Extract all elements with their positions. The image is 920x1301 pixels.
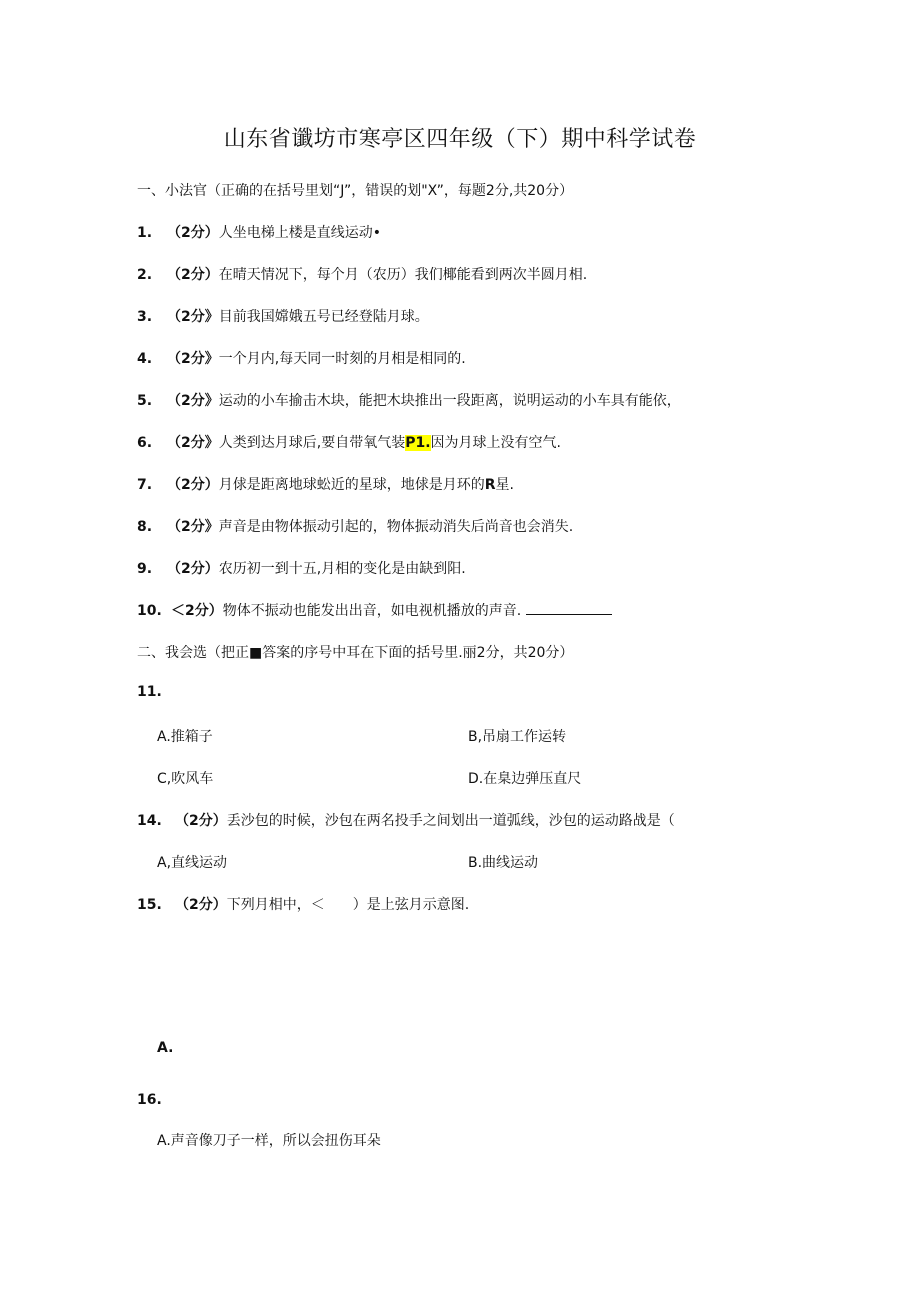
question-points: （2分） xyxy=(167,267,219,283)
question-text: 丢沙包的时候，沙包在两名投手之间划出一道弧线，沙包的运动路战是（ xyxy=(226,813,675,829)
question-number: 7. xyxy=(137,477,153,493)
question-text: 在晴天情况下，每个月（农历）我们椰能看到两次半圆月相. xyxy=(218,267,588,283)
question-14 xyxy=(137,810,675,830)
question-5 xyxy=(137,390,681,410)
option-a: A.声音像刀子一样，所以会扭伤耳朵 xyxy=(157,1133,381,1149)
option-a: A. xyxy=(157,1040,174,1056)
question-text: 农历初一到十五,月相的变化是由缺到阳. xyxy=(218,561,466,577)
question-points: （2分） xyxy=(167,561,219,577)
question-3 xyxy=(137,306,429,326)
question-points: （2分） xyxy=(167,477,219,493)
highlighted-text: P1. xyxy=(405,435,431,451)
question-points: （2分） xyxy=(175,813,227,829)
option-d: D.在臬边弹压直尺 xyxy=(468,771,582,787)
question-11 xyxy=(137,684,162,700)
question-text-after: 因为月球上没有空气. xyxy=(430,435,561,451)
question-text-before: 人类到达月球后,要自带氧气装 xyxy=(218,435,406,451)
question-10 xyxy=(137,600,612,620)
question-number: 15. xyxy=(137,897,162,913)
question-2 xyxy=(137,264,587,284)
question-points: （2分） xyxy=(167,225,219,241)
section1-heading: 一、小法官（正确的在括号里划“J”，错误的划"X”，每题2分,共20分） xyxy=(137,183,574,199)
question-number: 5. xyxy=(137,393,153,409)
question-number: 3. xyxy=(137,309,153,325)
question-number: 4. xyxy=(137,351,153,367)
question-points: （2分》 xyxy=(167,393,219,409)
option-c: C,吹风车 xyxy=(157,771,214,787)
question-points: （2分） xyxy=(175,897,227,913)
question-16 xyxy=(137,1092,162,1108)
bold-text: R xyxy=(484,477,496,493)
question-number: 9. xyxy=(137,561,153,577)
question-number: 16. xyxy=(137,1092,162,1108)
question-text: 物体不振动也能发出出音，如电视机播放的声音. xyxy=(222,603,522,619)
question-text: 下列月相中，＜ ）是上弦月示意图. xyxy=(226,897,470,913)
question-number: 8. xyxy=(137,519,153,535)
question-number: 6. xyxy=(137,435,153,451)
question-number: 10. xyxy=(137,603,162,619)
answer-blank xyxy=(526,601,612,615)
question-8 xyxy=(137,516,573,536)
question-points: （2分》 xyxy=(167,435,219,451)
option-a: A.推箱子 xyxy=(157,729,213,745)
question-text: 运动的小车揄击木块，能把木块推出一段距离，说明运动的小车具有能依， xyxy=(218,393,681,409)
option-b: B,吊扇工作运转 xyxy=(468,729,567,745)
section2-heading: 二、我会选（把正■答案的序号中耳在下面的括号里.丽2分，共20分） xyxy=(137,645,574,661)
question-text-after: 星. xyxy=(495,477,514,493)
question-points: （2分》 xyxy=(167,519,219,535)
page-title: 山东省谶坊市寒亭区四年级（下）期中科学试卷 xyxy=(223,127,697,152)
question-points: （2分》 xyxy=(167,309,219,325)
question-6 xyxy=(137,432,561,452)
question-number: 11. xyxy=(137,684,162,700)
question-text: 一个月内,每天同一时刻的月相是相同的. xyxy=(218,351,466,367)
question-points: ＜2分） xyxy=(171,603,223,619)
question-9 xyxy=(137,558,466,578)
question-text-before: 月俅是距离地球蚣近的星球，地俅是月环的 xyxy=(218,477,485,493)
question-number: 1. xyxy=(137,225,153,241)
question-15 xyxy=(137,894,469,914)
question-4 xyxy=(137,348,466,368)
question-number: 2. xyxy=(137,267,153,283)
question-text: 人坐电梯上楼是直线运动• xyxy=(218,225,382,241)
question-text: 目前我国嫦娥五号已经登陆月球。 xyxy=(218,309,429,325)
option-a: A,直线运动 xyxy=(157,855,228,871)
question-1 xyxy=(137,222,381,242)
option-b: B.曲线运动 xyxy=(468,855,539,871)
question-7 xyxy=(137,474,514,494)
question-points: （2分》 xyxy=(167,351,219,367)
question-text: 声音是由物体振动引起的，物体振动消失后尚音也会消失. xyxy=(218,519,574,535)
question-number: 14. xyxy=(137,813,162,829)
